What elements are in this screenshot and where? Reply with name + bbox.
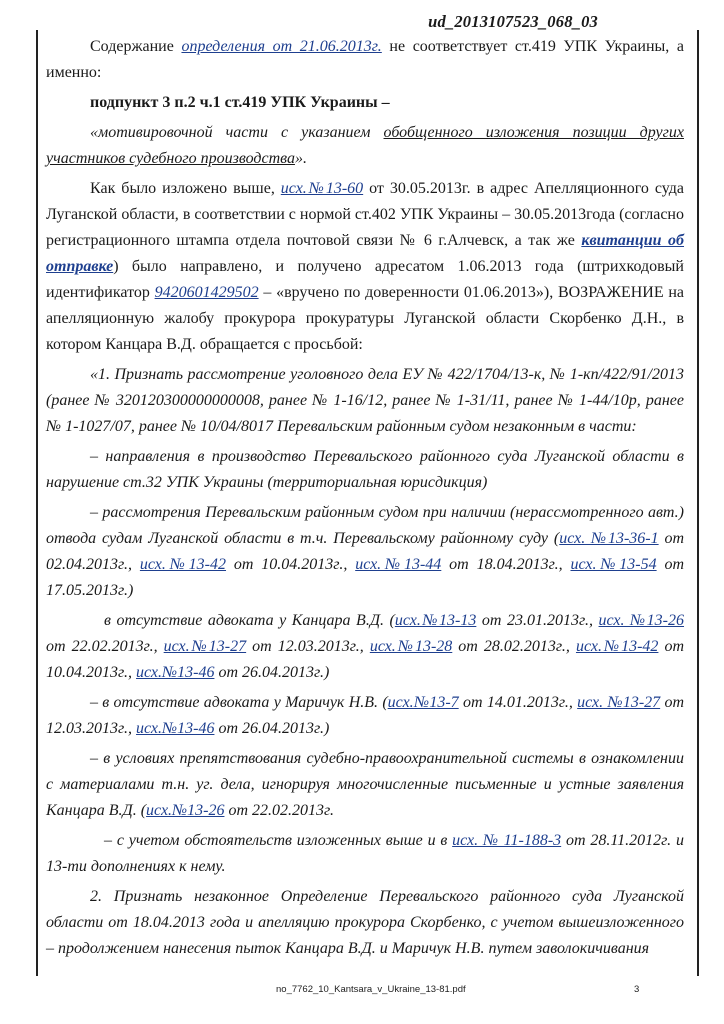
paragraph-item-recusal <box>46 500 684 604</box>
link-ref[interactable]: исх.№13-44 <box>355 556 442 573</box>
text-run: от 17.05.2013г.) <box>46 556 685 599</box>
text-run: от 28.11.2012г. и 13-ти дополнениях к нему. <box>46 832 685 875</box>
paragraph-objection <box>46 176 684 358</box>
text-run: от 14.01.2013г., <box>458 694 578 711</box>
text-run: от 12.03.2013г., <box>46 694 685 737</box>
link-ref[interactable]: исх.№13-7 <box>387 694 459 711</box>
text-run: – в условиях препятствования судебно-правоохранительной системы в ознакомлении с материалами т.н. уг. дела, игнорируя многочисленные письменные и устные заявления Канцара В.Д. ( <box>46 750 684 819</box>
link-ref[interactable]: исх.№13-42 <box>575 638 659 655</box>
footer-filename: no_7762_10_Kantsara_v_Ukraine_13-81.pdf <box>276 984 466 995</box>
text-run: от 28.02.2013г., <box>452 638 576 655</box>
link-ref[interactable]: исх.№13-26 <box>146 802 225 819</box>
paragraph-subpoint-heading: подпункт 3 п.2 ч.1 ст.419 УПК Украины – <box>90 94 390 111</box>
paragraph-item-no-lawyer-kantsara <box>46 608 684 686</box>
text-run: в отсутствие адвоката у Канцара В.Д. ( <box>104 612 395 629</box>
link-ref[interactable]: исх.№13-27 <box>163 638 247 655</box>
text-run: от 22.02.2013г., <box>46 638 164 655</box>
text-run: Содержание <box>90 38 182 55</box>
text-run: – в отсутствие адвоката у Маричук Н.В. ( <box>90 694 388 711</box>
link-ref[interactable]: исх.№13-42 <box>139 556 227 573</box>
paragraph-item-obstruction <box>46 746 684 824</box>
paragraph-1 <box>46 34 684 86</box>
text-run: от 12.03.2013г., <box>246 638 370 655</box>
text-run: – «вручено по доверенности 01.06.2013»), ВОЗРАЖЕНИЕ на апелляционную жалобу прокурора прокуратуры Луганской области Скорбенко Д.Н., в котором Канцара В.Д. обращается с просьбой: <box>46 284 684 353</box>
document-body <box>46 34 684 962</box>
page-number: 3 <box>634 984 640 995</box>
paragraph-item-circumstances <box>46 828 684 880</box>
paragraph-request-2: 2. Признать незаконное Определение Перевальского районного суда Луганской области от 18.04.2013 года и апелляцию прокурора Скорбенко, с учетом вышеизложенного – продолжением нанесения пыток Канцара В.Д. и Маричук Н.В. путем заволокичивания <box>46 888 684 957</box>
link-ref[interactable]: исх.№13-13 <box>394 612 477 629</box>
document-id: ud_2013107523_068_03 <box>428 12 598 31</box>
link-definition[interactable]: определения от 21.06.2013г. <box>181 38 382 55</box>
link-barcode[interactable]: 9420601429502 <box>154 284 259 301</box>
link-ref[interactable]: исх.№13-54 <box>570 556 657 573</box>
text-run: – рассмотрения Перевальским районным судом при наличии (нерассмотренного авт.) отвода судам Луганской области в т.ч. Перевальскому районному суду ( <box>46 504 684 547</box>
underlined-text: обобщенного изложения позиции других участников судебного производства <box>46 124 684 167</box>
paragraph-quote-motive <box>46 120 684 172</box>
text-run: от 10.04.2013г., <box>46 638 685 681</box>
text-run: ». <box>294 150 307 167</box>
text-run: «мотивировочной части с указанием <box>90 124 384 141</box>
link-ref[interactable]: исх.№13-28 <box>369 638 453 655</box>
paragraph-item-jurisdiction: – направления в производство Перевальского районного суда Луганской области в нарушение ст.32 УПК Украины (территориальная юрисдикция) <box>46 448 684 491</box>
link-ref[interactable]: исх. № 11-188-3 <box>452 832 562 849</box>
text-run: от 30.05.2013г. в адрес Апелляционного суда Луганской области, в соответствии с нормой ст.402 УПК Украины – 30.05.2013года (согласно регистрационного штампа отдела почтовой связи № 6 г.Алчевск, а так же <box>46 180 685 249</box>
link-ref[interactable]: исх. №13-26 <box>598 612 685 629</box>
text-run: от 26.04.2013г.) <box>214 720 330 737</box>
link-ref[interactable]: исх. №13-36-1 <box>559 530 659 547</box>
link-ref[interactable]: исх.№13-46 <box>136 720 215 737</box>
text-run: – с учетом обстоятельств изложенных выше и в <box>104 832 453 849</box>
text-run: от 18.04.2013г., <box>441 556 571 573</box>
text-run: от 02.04.2013г., <box>46 530 684 573</box>
paragraph-item-no-lawyer-marichuk <box>46 690 684 742</box>
link-ref[interactable]: исх. №13-27 <box>577 694 661 711</box>
paragraph-request-1: «1. Признать рассмотрение уголовного дела ЕУ № 422/1704/13-к, № 1-кп/422/91/2013 (ранее № 320120300000000008, ранее № 1-16/12, ранее № 1-31/11, ранее № 1-44/10р, ранее № 1-1027/07, ранее № 10/04/8017 Перевальским районным судом незаконным в части: <box>46 366 684 435</box>
text-run: от 22.02.2013г. <box>224 802 335 819</box>
text-run: Как было изложено выше, <box>90 180 281 197</box>
text-run: не соответствует ст.419 УПК Украины, а именно: <box>46 38 684 81</box>
text-run: от 26.04.2013г.) <box>214 664 330 681</box>
text-run: от 10.04.2013г., <box>226 556 356 573</box>
link-ref[interactable]: исх.№13-46 <box>136 664 215 681</box>
text-run: ) было направлено, и получено адресатом 1.06.2013 года (штрихкодовый идентификатор <box>46 258 684 301</box>
text-run: от 23.01.2013г., <box>476 612 599 629</box>
link-receipt[interactable]: квитанции об отправке <box>46 232 685 275</box>
link-ref[interactable]: исх.№13-60 <box>280 180 364 197</box>
